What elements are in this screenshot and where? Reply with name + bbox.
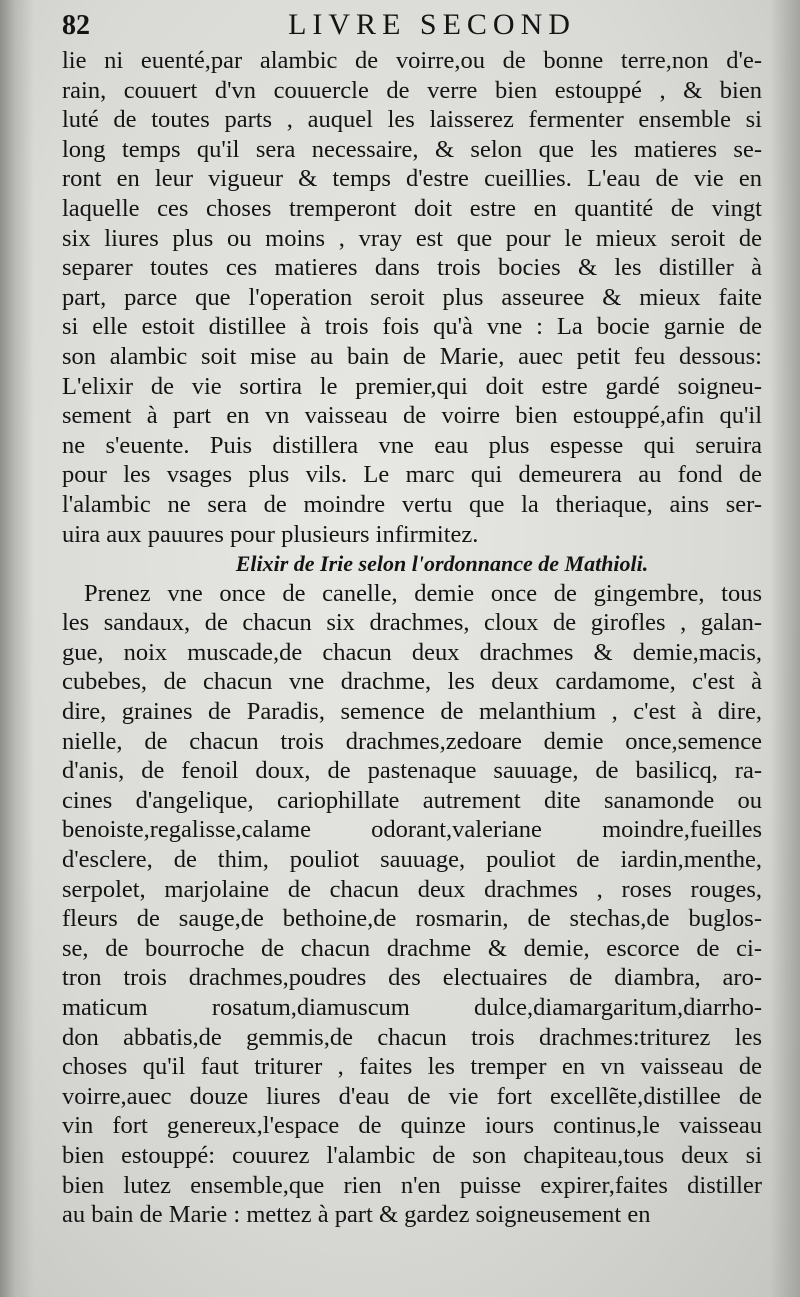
text-line: Prenez vne once de canelle, demie once de gingembre, tous (84, 579, 762, 607)
text-line: voirre,auec douze liures d'eau de vie fort excellẽte,distillee de (62, 1082, 762, 1110)
paragraph-2 (62, 579, 762, 1230)
text-line: cines d'angelique, cariophillate autrement dite sanamonde ou (62, 786, 762, 814)
recipe-heading: Elixir de Irie selon l'ordonnance de Mathioli. (235, 551, 649, 577)
text-line: d'anis, de fenoil doux, de pastenaque sauuage, de basilicq, ra- (62, 757, 762, 785)
text-line: vin fort genereux,l'espace de quinze iours continus,le vaisseau (62, 1112, 762, 1140)
page-number: 82 (62, 10, 90, 41)
page-edge-shadow (770, 0, 800, 1297)
running-title: LIVRE SECOND (288, 8, 576, 41)
text-line: sement à part en vn vaisseau de voirre bien estouppé,afin qu'il (62, 402, 762, 430)
text-line: don abbatis,de gemmis,de chacun trois drachmes:triturez les (62, 1023, 762, 1051)
text-line: son alambic soit mise au bain de Marie, auec petit feu dessous: (62, 342, 762, 370)
text-line: part, parce que l'operation seroit plus asseuree & mieux faite (62, 283, 762, 311)
text-line: L'elixir de vie sortira le premier,qui doit estre gardé soigneu- (62, 372, 762, 400)
body-text (62, 46, 762, 1230)
text-line: l'alambic ne sera de moindre vertu que la theriaque, ains ser- (62, 490, 762, 518)
text-line: pour les vsages plus vils. Le marc qui demeurera au fond de (62, 461, 762, 489)
text-line: tron trois drachmes,poudres des electuaires de diambra, aro- (62, 964, 762, 992)
text-line: gue, noix muscade,de chacun deux drachmes & demie,macis, (62, 638, 762, 666)
page-header (62, 6, 762, 46)
text-line: au bain de Marie : mettez à part & gardez soigneusement en (62, 1201, 651, 1229)
text-line: rain, couuert d'vn couuercle de verre bien estouppé , & bien (62, 76, 762, 104)
text-line: uira aux pauures pour plusieurs infirmitez. (62, 520, 479, 548)
paragraph-1 (62, 46, 762, 549)
text-line: dire, graines de Paradis, semence de melanthium , c'est à dire, (62, 698, 762, 726)
text-line: nielle, de chacun trois drachmes,zedoare demie once,semence (62, 727, 762, 755)
text-line: bien estouppé: couurez l'alambic de son chapiteau,tous deux si (62, 1141, 762, 1169)
text-line: se, de bourroche de chacun drachme & demie, escorce de ci- (62, 934, 762, 962)
text-line: fleurs de sauge,de bethoine,de rosmarin, de stechas,de buglos- (62, 905, 762, 933)
text-line: benoiste,regalisse,calame odorant,valeriane moindre,fueilles (62, 816, 762, 844)
text-line: separer toutes ces matieres dans trois bocies & les distiller à (62, 254, 762, 282)
text-line: serpolet, marjolaine de chacun deux drachmes , roses rouges, (62, 875, 762, 903)
text-line: luté de toutes parts , auquel les laisserez fermenter ensemble si (62, 106, 762, 134)
text-line: long temps qu'il sera necessaire, & selon que les matieres se- (62, 135, 762, 163)
text-line: six liures plus ou moins , vray est que pour le mieux seroit de (62, 224, 762, 252)
text-line: laquelle ces choses tremperont doit estre en quantité de vingt (62, 194, 762, 222)
text-line: ront en leur vigueur & temps d'estre cueillies. L'eau de vie en (62, 165, 762, 193)
text-line: choses qu'il faut triturer , faites les tremper en vn vaisseau de (62, 1053, 762, 1081)
text-line: d'esclere, de thim, pouliot sauuage, pouliot de iardin,menthe, (62, 846, 762, 874)
gutter-shadow (0, 0, 34, 1297)
text-line: ne s'euente. Puis distillera vne eau plus espesse qui seruira (62, 431, 762, 459)
text-line: lie ni euenté,par alambic de voirre,ou de bonne terre,non d'e- (62, 47, 762, 74)
text-line: bien lutez ensemble,que rien n'en puisse expirer,faites distiller (62, 1171, 762, 1199)
text-line: si elle estoit distillee à trois fois qu'à vne : La bocie garnie de (62, 313, 762, 341)
text-line: cubebes, de chacun vne drachme, les deux cardamome, c'est à (62, 668, 762, 696)
text-line: les sandaux, de chacun six drachmes, cloux de girofles , galan- (62, 609, 762, 637)
text-line: maticum rosatum,diamuscum dulce,diamargaritum,diarrho- (62, 994, 762, 1021)
